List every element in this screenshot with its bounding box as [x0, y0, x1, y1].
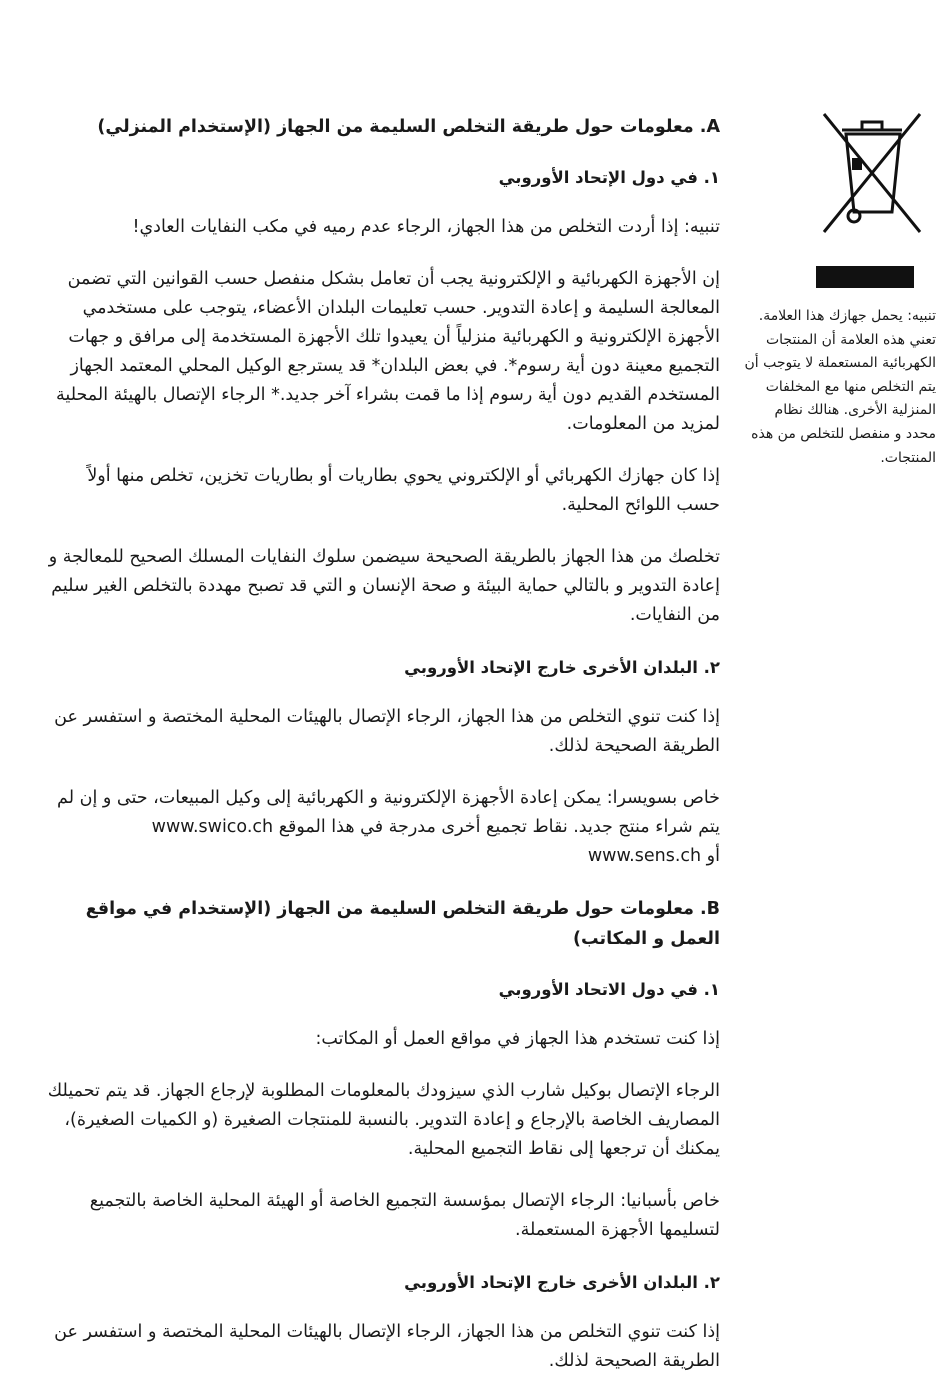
crossed-out-wheelie-bin-icon — [818, 108, 926, 238]
section-a-sub1-title: ١. في دول الإتحاد الأوروبي — [498, 168, 720, 187]
section-a-paragraph-3: إذا كان جهازك الكهربائي أو الإلكتروني يحوي بطاريات أو بطاريات تخزين، تخلص منها أولاً حسب اللوائح المحلية. — [87, 466, 720, 515]
section-a-title: A. معلومات حول طريقة التخلص السليمة من الجهاز (الإستخدام المنزلي) — [97, 117, 720, 137]
or-text: أو — [706, 846, 720, 866]
section-b-sub2-title: ٢. البلدان الأخرى خارج الإتحاد الأوروبي — [404, 1273, 720, 1292]
sens-url: www.sens.ch — [587, 846, 702, 866]
black-bar — [816, 266, 914, 288]
section-a-sub2-title: ٢. البلدان الأخرى خارج الإتحاد الأوروبي — [404, 658, 720, 677]
swico-url: www.swico.ch — [151, 817, 274, 837]
section-a-paragraph-2: إن الأجهزة الكهربائية و الإلكترونية يجب أن تعامل بشكل منفصل حسب القوانين التي تضمن المعالجة السليمة و إعادة التدوير. حسب تعليمات البلدان الأعضاء، يتوجب على مستخدمي الأجهزة الإلكترونية و الكهربائية منزلياً أن يعيدوا تلك الأجهزة المستخدمة إلى مرافق و جهات التجميع معينة دون أية رسوم*. في بعض البلدان* قد يسترجع الوكيل المحلي المعتمد الجهاز المستخدم القديم دون أية رسوم إذا ما قمت بشراء آخر جديد.* الرجاء الإتصال بالهيئة المحلية لمزيد من المعلومات. — [56, 269, 720, 434]
disposal-information — [44, 112, 720, 1399]
section-a-paragraph-4: تخلصك من هذا الجهاز بالطريقة الصحيحة سيضمن سلوك النفايات المسلك الصحيح للمعالجة و إعادة التدوير و بالتالي حماية البيئة و صحة الإنسان و التي قد تصبح مهددة بالتخلص الغير سليم من النفايات. — [48, 547, 720, 625]
weee-caption: تنبيه: يحمل جهازك هذا العلامة. تعني هذه العلامة أن المنتجات الكهربائية المستعملة لا يتوجب أن يتم التخلص منها مع المخلفات المنزلية الأخرى. هنالك نظام محدد و منفصل للتخلص من هذه المنتجات. — [744, 308, 936, 466]
section-a-switzerland-paragraph — [44, 784, 720, 871]
section-b-paragraph-2: الرجاء الإتصال بوكيل شارب الذي سيزودك بالمعلومات المطلوبة لإرجاع الجهاز. قد يتم تحميلك المصاريف الخاصة بالإرجاع و إعادة التدوير. بالنسبة للمنتجات الصغيرة (و الكميات الصغيرة)، يمكنك أن ترجعها إلى نقاط التجميع المحلية. — [47, 1081, 720, 1159]
switzerland-text: خاص بسويسرا: يمكن إعادة الأجهزة الإلكترونية و الكهربائية إلى وكيل المبيعات، حتى و إن لم يتم شراء منتج جديد. نقاط تجميع أخرى مدرجة في هذا الموقع — [57, 788, 720, 837]
section-b-sub1-title: ١. في دول الاتحاد الأوروبي — [498, 980, 720, 999]
section-b-paragraph-4: إذا كنت تنوي التخلص من هذا الجهاز، الرجاء الإتصال بالهيئات المحلية المختصة و استفسر عن الطريقة الصحيحة لذلك. — [54, 1322, 720, 1371]
section-a-paragraph-5: إذا كنت تنوي التخلص من هذا الجهاز، الرجاء الإتصال بالهيئات المحلية المختصة و استفسر عن الطريقة الصحيحة لذلك. — [54, 707, 720, 756]
section-b-paragraph-1: إذا كنت تستخدم هذا الجهاز في مواقع العمل أو المكاتب: — [315, 1029, 720, 1049]
section-a-paragraph-1: تنبيه: إذا أردت التخلص من هذا الجهاز، الرجاء عدم رميه في مكب النفايات العادي! — [132, 217, 720, 237]
section-b-paragraph-3: خاص بأسبانيا: الرجاء الإتصال بمؤسسة التجميع الخاصة أو الهيئة المحلية الخاصة بالتجميع لتسليمها الأجهزة المستعملة. — [89, 1191, 720, 1240]
section-b-title: B. معلومات حول طريقة التخلص السليمة من الجهاز (الإستخدام في مواقع العمل و المكاتب) — [85, 899, 720, 949]
